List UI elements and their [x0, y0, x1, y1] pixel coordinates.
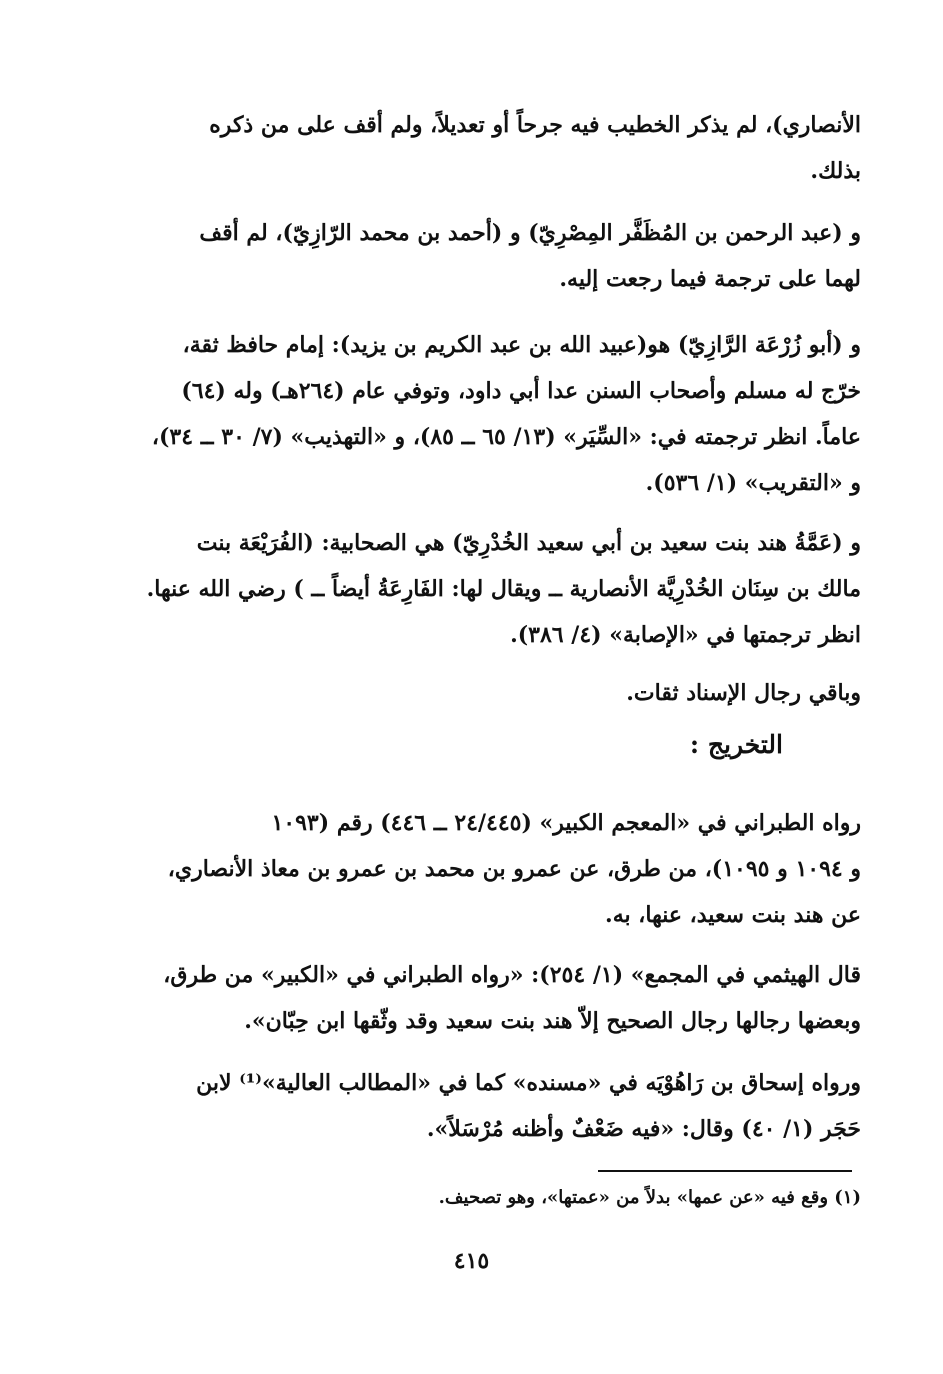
paragraph-6	[100, 800, 861, 938]
text-line: عاماً. انظر ترجمته في: «السِّيَر» (١٣/ ٦٥ ــ ٨٥)، و «التهذيب» (٧/ ٣٠ ــ ٣٤)،	[151, 424, 861, 450]
text-line: الأنصاري)، لم يذكر الخطيب فيه جرحاً أو تعديلاً، ولم أقف على من ذكره	[209, 112, 861, 138]
paragraph-7	[100, 952, 861, 1044]
footnote: (١) وقع فيه «عن عمها» بدلاً من «عمتها»، وهو تصحيف.	[438, 1187, 861, 1208]
text-line: و (عبد الرحمن بن المُظَفَّر المِصْرِيّ) و (أحمد بن محمد الرّازِيّ)، لم أقف	[199, 220, 861, 246]
paragraph-2	[100, 210, 861, 302]
text-line: و (عَمَّةُ هند بنت سعيد بن أبي سعيد الخُدْرِيّ) هي الصحابية: (الفُرَيْعَة بنت	[196, 530, 861, 556]
paragraph-8	[100, 1060, 861, 1152]
text-line: وبعضها رجالها رجال الصحيح إلاّ هند بنت سعيد وقد وثّقها ابن حِبّان».	[244, 1008, 861, 1034]
text-line: وباقي رجال الإسناد ثقات.	[626, 680, 861, 706]
text-line: خرّج له مسلم وأصحاب السنن عدا أبي داود، وتوفي عام (٢٦٤هـ) وله (٦٤)	[181, 378, 861, 404]
text-line: لهما على ترجمة فيما رجعت إليه.	[559, 266, 861, 292]
text-line: و ١٠٩٤ و ١٠٩٥)، من طرق، عن عمرو بن محمد بن عمرو بن معاذ الأنصاري،	[167, 856, 861, 882]
paragraph-3	[100, 322, 861, 506]
footnote-separator	[598, 1170, 852, 1172]
section-heading: التخريج :	[689, 730, 783, 759]
paragraph-5	[100, 670, 861, 716]
text-line: قال الهيثمي في المجمع» (١/ ٢٥٤): «رواه الطبراني في «الكبير» من طرق،	[163, 962, 861, 988]
text-line: بذلك.	[810, 158, 861, 184]
text-line: رواه الطبراني في «المعجم الكبير» (٢٤/٤٤٥ ــ ٤٤٦) رقم (١٠٩٣	[271, 810, 861, 836]
page-number: ٤١٥	[453, 1248, 490, 1274]
text-line: مالك بن سِنَان الخُدْرِيَّة الأنصارية ــ ويقال لها: الفَارِعَةُ أيضاً ــ ) رضي الله عنها.	[146, 576, 861, 602]
text-line: انظر ترجمتها في «الإصابة» (٤/ ٣٨٦).	[510, 622, 861, 648]
paragraph-1	[100, 102, 861, 194]
text-line: و (أبو زُرْعَة الرَّازِيّ) هو(عبيد الله بن عبد الكريم بن يزيد): إمام حافظ ثقة،	[182, 332, 861, 358]
paragraph-4	[100, 520, 861, 658]
text-line: و «التقريب» (١/ ٥٣٦).	[645, 470, 861, 496]
text-line: عن هند بنت سعيد، عنها، به.	[605, 902, 861, 928]
text-line: حَجَر (١/ ٤٠) وقال: «فيه ضَعْفٌ وأظنه مُرْسَلاً».	[426, 1116, 861, 1142]
text-line: ورواه إسحاق بن رَاهُوْيَه في «مسنده» كما في «المطالب العالية»⁽¹⁾ لابن	[196, 1070, 861, 1096]
